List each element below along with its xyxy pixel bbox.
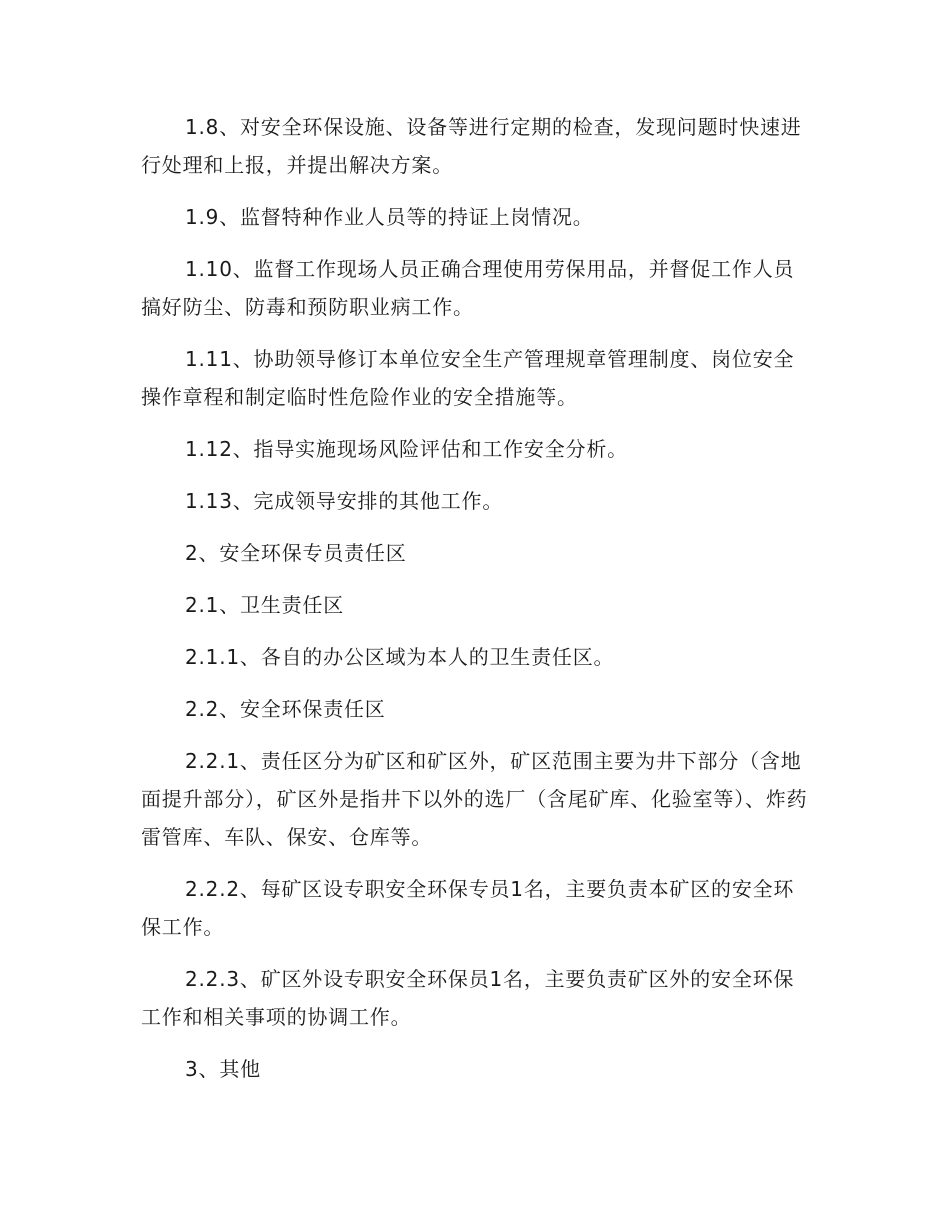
- paragraph-1-10: 1.10、监督工作现场人员正确合理使用劳保用品，并督促工作人员搞好防尘、防毒和预防职业病工作。: [141, 257, 795, 319]
- paragraph-2-1-1: 2.1.1、各自的办公区域为本人的卫生责任区。: [185, 645, 615, 669]
- paragraph-1-11: 1.11、协助领导修订本单位安全生产管理规章管理制度、岗位安全操作章程和制定临时性危险作业的安全措施等。: [141, 347, 795, 409]
- paragraph-1-9: 1.9、监督特种作业人员等的持证上岗情况。: [185, 205, 594, 229]
- paragraph-2-2-3: 2.2.3、矿区外设专职安全环保员1名，主要负责矿区外的安全环保工作和相关事项的协调工作。: [141, 967, 795, 1029]
- heading-section-2-2: 2.2、安全环保责任区: [185, 697, 386, 721]
- paragraph-1-12: 1.12、指导实施现场风险评估和工作安全分析。: [185, 437, 628, 461]
- paragraph-1-8: 1.8、对安全环保设施、设备等进行定期的检查，发现问题时快速进行处理和上报，并提出解决方案。: [141, 115, 802, 177]
- heading-section-2: 2、安全环保专员责任区: [185, 541, 407, 565]
- paragraph-2-2-2: 2.2.2、每矿区设专职安全环保专员1名，主要负责本矿区的安全环保工作。: [141, 877, 795, 939]
- paragraph-2-2-1: 2.2.1、责任区分为矿区和矿区外，矿区范围主要为井下部分（含地面提升部分），矿区外是指井下以外的选厂（含尾矿库、化验室等）、炸药雷管库、车队、保安、仓库等。: [141, 749, 808, 849]
- document-body: [141, 108, 811, 1088]
- heading-section-2-1: 2.1、卫生责任区: [185, 593, 345, 617]
- heading-section-3: 3、其他: [185, 1057, 261, 1081]
- paragraph-1-13: 1.13、完成领导安排的其他工作。: [185, 489, 504, 513]
